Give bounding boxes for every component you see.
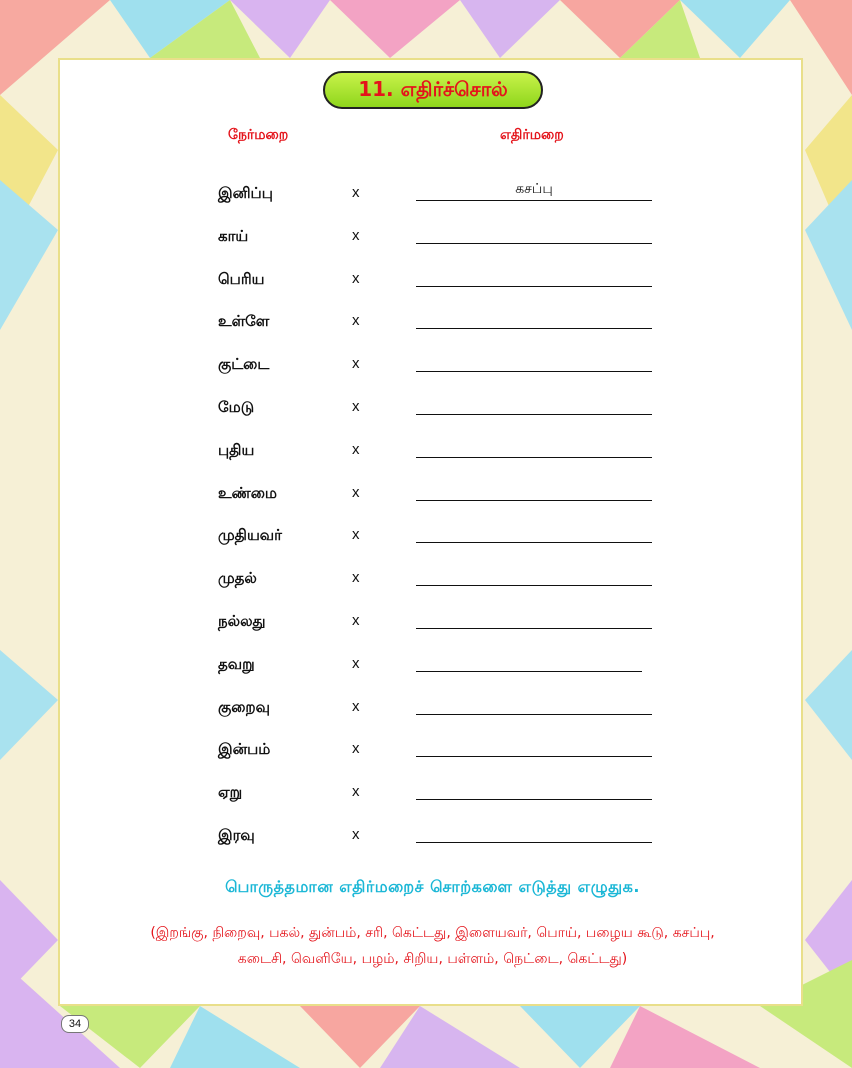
cross-symbol: x [352,398,360,415]
antonym-row [60,569,805,595]
positive-word: முதியவர் [218,526,282,545]
answer-blank[interactable] [416,243,652,244]
word-bank-line-2: கடைசி, வெளியே, பழம், சிறிய, பள்ளம், நெட்டை, கெட்டது) [237,951,628,967]
word-bank-line-1: (இறங்கு, நிறைவு, பகல், துன்பம், சரி, கெட்டது, இளையவர், பொய், பழைய கூடு, கசப்பு, [150,925,715,941]
answer-blank[interactable] [416,756,652,757]
positive-word: புதிய [218,440,255,459]
positive-word: பெரிய [218,269,265,288]
cross-symbol: x [352,654,360,672]
positive-word: இனிப்பு [218,184,273,202]
cross-symbol: x [352,440,360,458]
antonym-row [60,612,805,638]
antonym-row [60,181,805,210]
page-number: 34 [61,1015,89,1033]
cross-symbol: x [352,312,360,330]
answer-blank[interactable] [416,671,642,672]
cross-symbol: x [352,269,360,287]
cross-symbol: x [352,697,360,715]
cross-symbol: x [352,355,360,373]
positive-word: இன்பம் [218,740,271,759]
word-bank [80,920,785,972]
antonym-row [60,526,805,552]
antonym-row [60,655,805,681]
answer-blank[interactable] [416,799,652,800]
answer-blank[interactable] [416,328,652,329]
cross-symbol: x [352,783,360,801]
positive-word: உள்ளே [218,312,270,331]
antonym-row [60,270,805,296]
antonym-row [60,355,805,381]
cross-symbol: x [352,569,360,587]
antonym-row [60,441,805,467]
answer-blank[interactable] [416,585,652,586]
answer-blank[interactable] [416,500,652,501]
antonym-row [60,227,805,253]
answer-blank[interactable] [416,542,652,543]
column-header-negative: எதிர்மறை [500,127,564,143]
answer-blank[interactable] [416,371,652,372]
positive-word: உண்மை [218,483,277,502]
antonym-row [60,826,805,852]
page-title: 11. எதிர்ச்சொல் [323,71,543,109]
answer-blank[interactable] [416,414,652,415]
column-header-positive: நேர்மறை [228,127,289,143]
antonym-row [60,398,805,424]
positive-word: முதல் [218,569,257,588]
antonym-row [60,783,805,809]
cross-symbol: x [352,483,360,501]
worksheet-page [58,58,803,1006]
positive-word: ஏறு [218,783,243,802]
instruction-text: பொருத்தமான எதிர்மறைச் சொற்களை எடுத்து எழுதுக. [225,877,640,896]
cross-symbol: x [352,184,360,201]
cross-symbol: x [352,526,360,544]
antonym-row [60,484,805,510]
cross-symbol: x [352,612,360,629]
answer-text: கசப்பு [515,181,553,197]
antonym-row [60,740,805,766]
antonym-row [60,698,805,724]
positive-word: குறைவு [218,697,271,716]
answer-blank[interactable] [416,457,652,458]
positive-word: இரவு [218,826,255,844]
answer-blank[interactable] [416,842,652,843]
cross-symbol: x [352,740,360,758]
cross-symbol: x [352,226,360,244]
positive-word: குட்டை [218,355,270,374]
antonym-row [60,312,805,338]
answer-blank[interactable] [416,181,652,201]
cross-symbol: x [352,826,360,843]
positive-word: நல்லது [218,612,266,630]
positive-word: மேடு [218,398,255,416]
answer-blank[interactable] [416,628,652,629]
positive-word: தவறு [218,654,255,673]
answer-blank[interactable] [416,286,652,287]
answer-blank[interactable] [416,714,652,715]
positive-word: காய் [218,226,249,245]
